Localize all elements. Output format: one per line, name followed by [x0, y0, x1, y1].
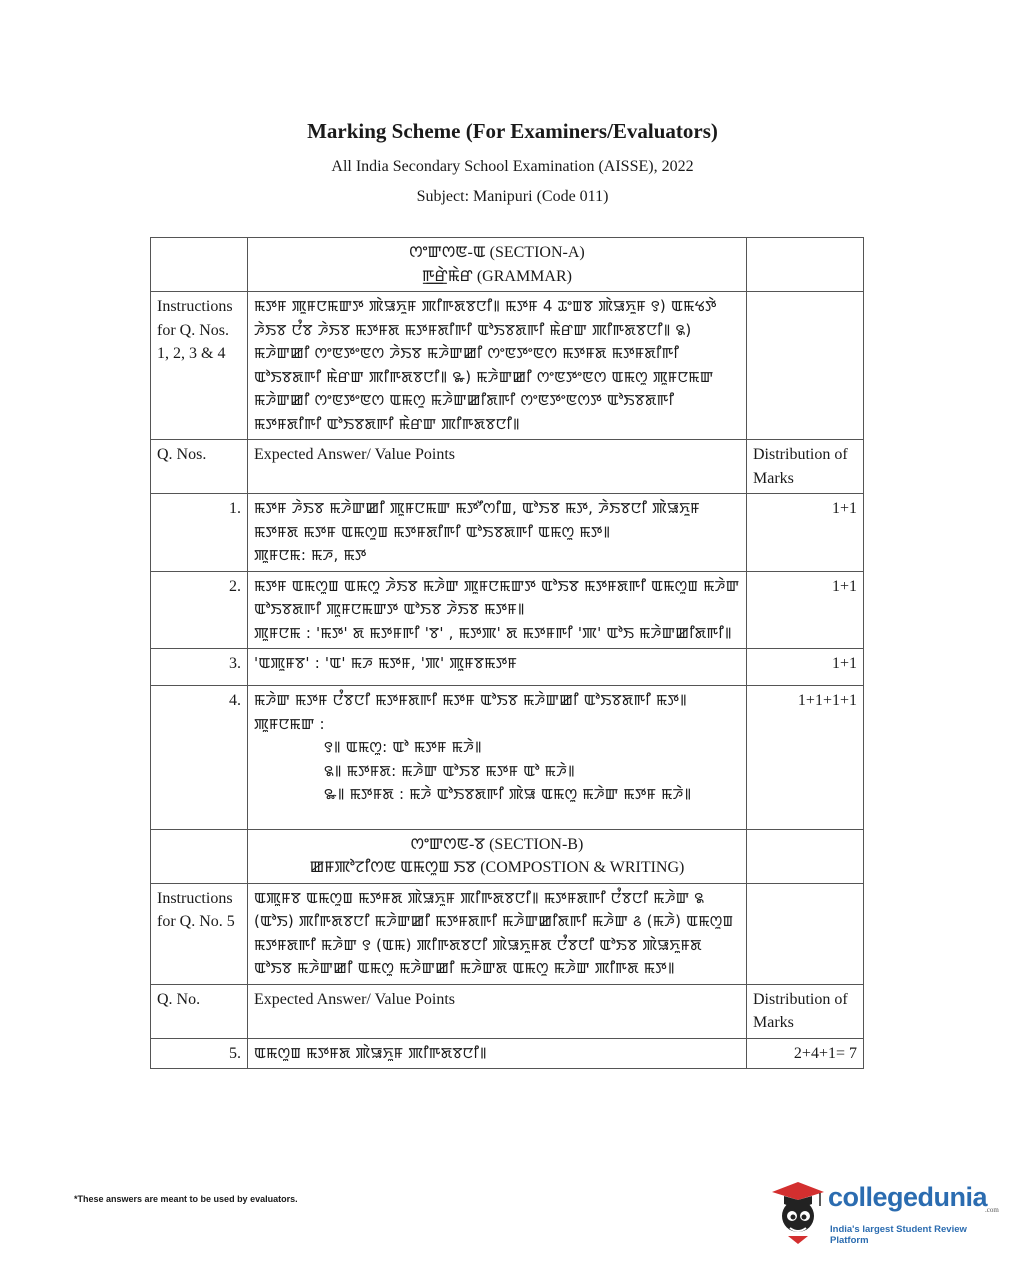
answer-key: ꯄꯨꯝꯅꯃꯛ :	[254, 714, 325, 733]
answer-text: 'ꯑꯄꯨꯝꯕ' : 'ꯑ' ꯃꯍ ꯃꯇꯝ, 'ꯄ' ꯄꯨꯝꯕꯃꯇꯝ	[254, 654, 518, 672]
answer-key: ꯄꯨꯝꯅꯃ: ꯃꯍ, ꯃꯇ	[254, 546, 367, 564]
col-expected: Expected Answer/ Value Points	[248, 440, 747, 494]
marks: 1+1	[747, 571, 864, 649]
logo-wordmark: collegedunia	[828, 1182, 988, 1212]
marks: 1+1	[747, 649, 864, 686]
answer-text: ꯃꯇꯝ ꯍꯥꯏꯕ ꯃꯍꯥꯛꯀꯤ ꯄꯨꯝꯅꯃꯛ ꯃꯇꯧꯁꯤꯡ, ꯑꯣꯏꯕ ꯃꯇ, ꯍꯥꯏꯕꯅꯤ ꯄꯥꯎꯈꯨꯝ ꯃꯇꯝꯗ ꯃꯇꯝ ꯑꯃꯁꯨꯡ ꯃꯇꯝꯗꯤꯒꯤ ꯑꯣꯏꯕꯗꯒꯤ ꯑꯃꯁꯨ ꯃꯇ꯫	[254, 499, 700, 541]
page-title: Marking Scheme (For Examiners/Evaluators)	[307, 119, 718, 143]
question-number: 1.	[151, 494, 248, 572]
col-qnos: Q. Nos.	[151, 440, 248, 494]
answer-text: ꯑꯃꯁꯨꯡ ꯃꯇꯝꯗ ꯄꯥꯎꯈꯨꯝ ꯄꯤꯒꯗꯕꯅꯤ꯫	[248, 1038, 747, 1069]
sub-answer: ꯲꯫ ꯃꯇꯝꯗ: ꯃꯍꯥꯛ ꯑꯣꯏꯕ ꯃꯇꯝ ꯑꯣ ꯃꯍꯥ꯫	[324, 761, 575, 780]
instructions-a-text: ꯃꯇꯝ ꯄꯨꯝꯅꯃꯛꯇ ꯄꯥꯎꯈꯨꯝ ꯄꯤꯒꯗꯕꯅꯤ꯫ ꯃꯇꯝ 4 ꯊꯦꯡꯕ ꯄꯥꯎꯈꯨꯝ ꯱) ꯑꯃꯠꯇꯥ ꯍꯥꯏꯕ ꯅꯪꯕ ꯍꯥꯏꯕ ꯃꯇꯝꯗ ꯃꯇꯝꯗꯤꯒꯤ ꯑꯣꯏꯕꯗꯒꯤ ꯃꯥꯔꯛ ꯄꯤꯒꯗꯕꯅꯤ꯫ ꯲) ꯃꯍꯥꯛꯀꯤ ꯁꯦꯟꯇꯦꯟꯁ ꯍꯥꯏꯕ ꯃꯍꯥꯛꯀꯤ ꯁꯦꯟꯇꯦꯟꯁ ꯃꯇꯝꯗ ꯃꯇꯝꯗꯤꯒꯤ ꯑꯣꯏꯕꯗꯒꯤ ꯃꯥꯔꯛ ꯄꯤꯒꯗꯕꯅꯤ꯫ ꯳) ꯃꯍꯥꯛꯀꯤ ꯁꯦꯟꯇꯦꯟꯁ ꯑꯃꯁꯨ ꯄꯨꯝꯅꯃꯛ ꯃꯍꯥꯛꯀꯤ ꯁꯦꯟꯇꯦꯟꯁ ꯑꯃꯁꯨ ꯃꯍꯥꯛꯀꯤꯗꯒꯤ ꯁꯦꯟꯇꯦꯟꯁꯇ ꯑꯣꯏꯕꯗꯒꯤ ꯃꯇꯝꯗꯤꯒꯤ ꯑꯣꯏꯕꯗꯒꯤ ꯃꯥꯔꯛ ꯄꯤꯒꯗꯕꯅꯤ꯫	[248, 292, 747, 440]
logo-tagline: India's largest Student Review Platform	[830, 1224, 967, 1246]
question-number: 3.	[151, 649, 248, 686]
marks: 1+1	[747, 494, 864, 572]
instructions-a-row	[151, 292, 864, 440]
sub-answer: ꯱꯫ ꯑꯃꯁꯨ: ꯑꯣ ꯃꯇꯝ ꯃꯍꯥ꯫	[324, 738, 482, 756]
marking-scheme-table	[150, 237, 864, 1069]
section-b-header-row	[151, 829, 864, 883]
section-a-header-row	[151, 238, 864, 292]
answer-text: ꯃꯇꯝ ꯑꯃꯁꯨꯡ ꯑꯃꯁꯨ ꯍꯥꯏꯕ ꯃꯍꯥꯛ ꯄꯨꯝꯅꯃꯛꯇ ꯑꯣꯏꯕ ꯃꯇꯝꯗꯒꯤ ꯑꯃꯁꯨꯡ ꯃꯍꯥꯛ ꯑꯣꯏꯕꯗꯒꯤ ꯄꯨꯝꯅꯃꯛꯇ ꯑꯣꯏꯕ ꯍꯥꯏꯕ ꯃꯇꯝ꯫	[254, 576, 740, 618]
section-a-title: ꯁꯦꯛꯁꯟ-ꯑ (SECTION-A)	[409, 244, 585, 261]
exam-name: All India Secondary School Examination (AISSE), 2022	[331, 158, 694, 175]
column-header-row-b	[151, 984, 864, 1038]
col-distribution: Distribution of Marks	[747, 984, 864, 1038]
col-expected: Expected Answer/ Value Points	[248, 984, 747, 1038]
question-number: 4.	[151, 686, 248, 830]
instructions-b-text: ꯑꯄꯨꯝꯕ ꯑꯃꯁꯨꯡ ꯃꯇꯝꯗ ꯄꯥꯎꯈꯨꯝ ꯄꯤꯒꯗꯕꯅꯤ꯫ ꯃꯇꯝꯗꯒꯤ ꯅꯪꯕꯅꯤ ꯃꯍꯥꯛ ꯲ (ꯑꯣꯏ) ꯄꯤꯒꯗꯕꯅꯤ ꯃꯍꯥꯛꯀꯤ ꯃꯇꯝꯗꯒꯤ ꯃꯍꯥꯛꯀꯤꯗꯒꯤ ꯃꯍꯥꯛ ꯴ (ꯃꯍꯥ) ꯑꯃꯁꯨꯡ ꯃꯇꯝꯗꯒꯤ ꯃꯍꯥꯛ ꯱ (ꯑꯃ) ꯄꯤꯒꯗꯕꯅꯤ ꯄꯥꯎꯈꯨꯝꯗ ꯅꯪꯕꯅꯤ ꯑꯣꯏꯕ ꯄꯥꯎꯈꯨꯝꯗ ꯑꯣꯏꯕ ꯃꯍꯥꯛꯀꯤ ꯑꯃꯁꯨ ꯃꯍꯥꯛꯀꯤ ꯃꯍꯥꯛꯗ ꯑꯃꯁꯨ ꯃꯍꯥꯛ ꯄꯤꯒꯗ ꯃꯇ꯫	[248, 883, 747, 984]
column-header-row	[151, 440, 864, 494]
answer-row-4	[151, 686, 864, 830]
question-number: 2.	[151, 571, 248, 649]
section-b-subtitle: ꯀꯝꯄꯣꯖꯤꯁꯟ ꯑꯃꯁꯨꯡ ꯏꯕ (COMPOSTION & WRITING)	[309, 859, 685, 876]
answer-row-3	[151, 649, 864, 686]
answer-text: ꯃꯍꯥꯛ ꯃꯇꯝ ꯅꯪꯕꯅꯤ ꯃꯇꯝꯗꯒꯤ ꯃꯇꯝ ꯑꯣꯏꯕ ꯃꯍꯥꯛꯀꯤ ꯑꯣꯏꯕꯗꯒꯤ ꯃꯇ꯫	[254, 691, 687, 709]
answer-row-1	[151, 494, 864, 572]
subject-name: Subject: Manipuri (Code 011)	[416, 188, 609, 205]
answer-row-2	[151, 571, 864, 649]
marks: 2+4+1= 7	[747, 1038, 864, 1069]
logo-domain: .com	[985, 1206, 999, 1214]
evaluator-footnote: *These answers are meant to be used by evaluators.	[74, 1194, 298, 1204]
instructions-b-label: Instructions for Q. No. 5	[151, 883, 248, 984]
col-distribution: Distribution of Marks	[747, 440, 864, 494]
marks: 1+1+1+1	[747, 686, 864, 830]
mascot-icon	[768, 1178, 826, 1244]
collegedunia-logo	[768, 1176, 998, 1246]
col-qno: Q. No.	[151, 984, 248, 1038]
question-number: 5.	[151, 1038, 248, 1069]
instructions-b-row	[151, 883, 864, 984]
answer-key: ꯄꯨꯝꯅꯃ : 'ꯃꯇ' ꯗ ꯃꯇꯝꯒꯤ 'ꯕ' , ꯃꯇꯄ' ꯗ ꯃꯇꯝꯒꯤ 'ꯄ' ꯑꯣꯏ ꯃꯍꯥꯛꯀꯤꯗꯒꯤ꯫	[254, 623, 732, 642]
answer-row-5	[151, 1038, 864, 1069]
sub-answer: ꯳꯫ ꯃꯇꯝꯗ : ꯃꯍꯥ ꯑꯣꯏꯕꯗꯒꯤ ꯄꯥꯎ ꯑꯃꯁꯨ ꯃꯍꯥꯛ ꯃꯇꯝ ꯃꯍꯥ꯫	[324, 785, 692, 803]
section-b-title: ꯁꯦꯛꯁꯟ-ꯕ (SECTION-B)	[410, 835, 584, 853]
instructions-a-label: Instructions for Q. Nos. 1, 2, 3 & 4	[151, 292, 248, 440]
document-header	[0, 116, 1025, 208]
section-a-subtitle: ꯒ꯭ꯔꯥꯃꯥꯔ (GRAMMAR)	[422, 267, 572, 285]
